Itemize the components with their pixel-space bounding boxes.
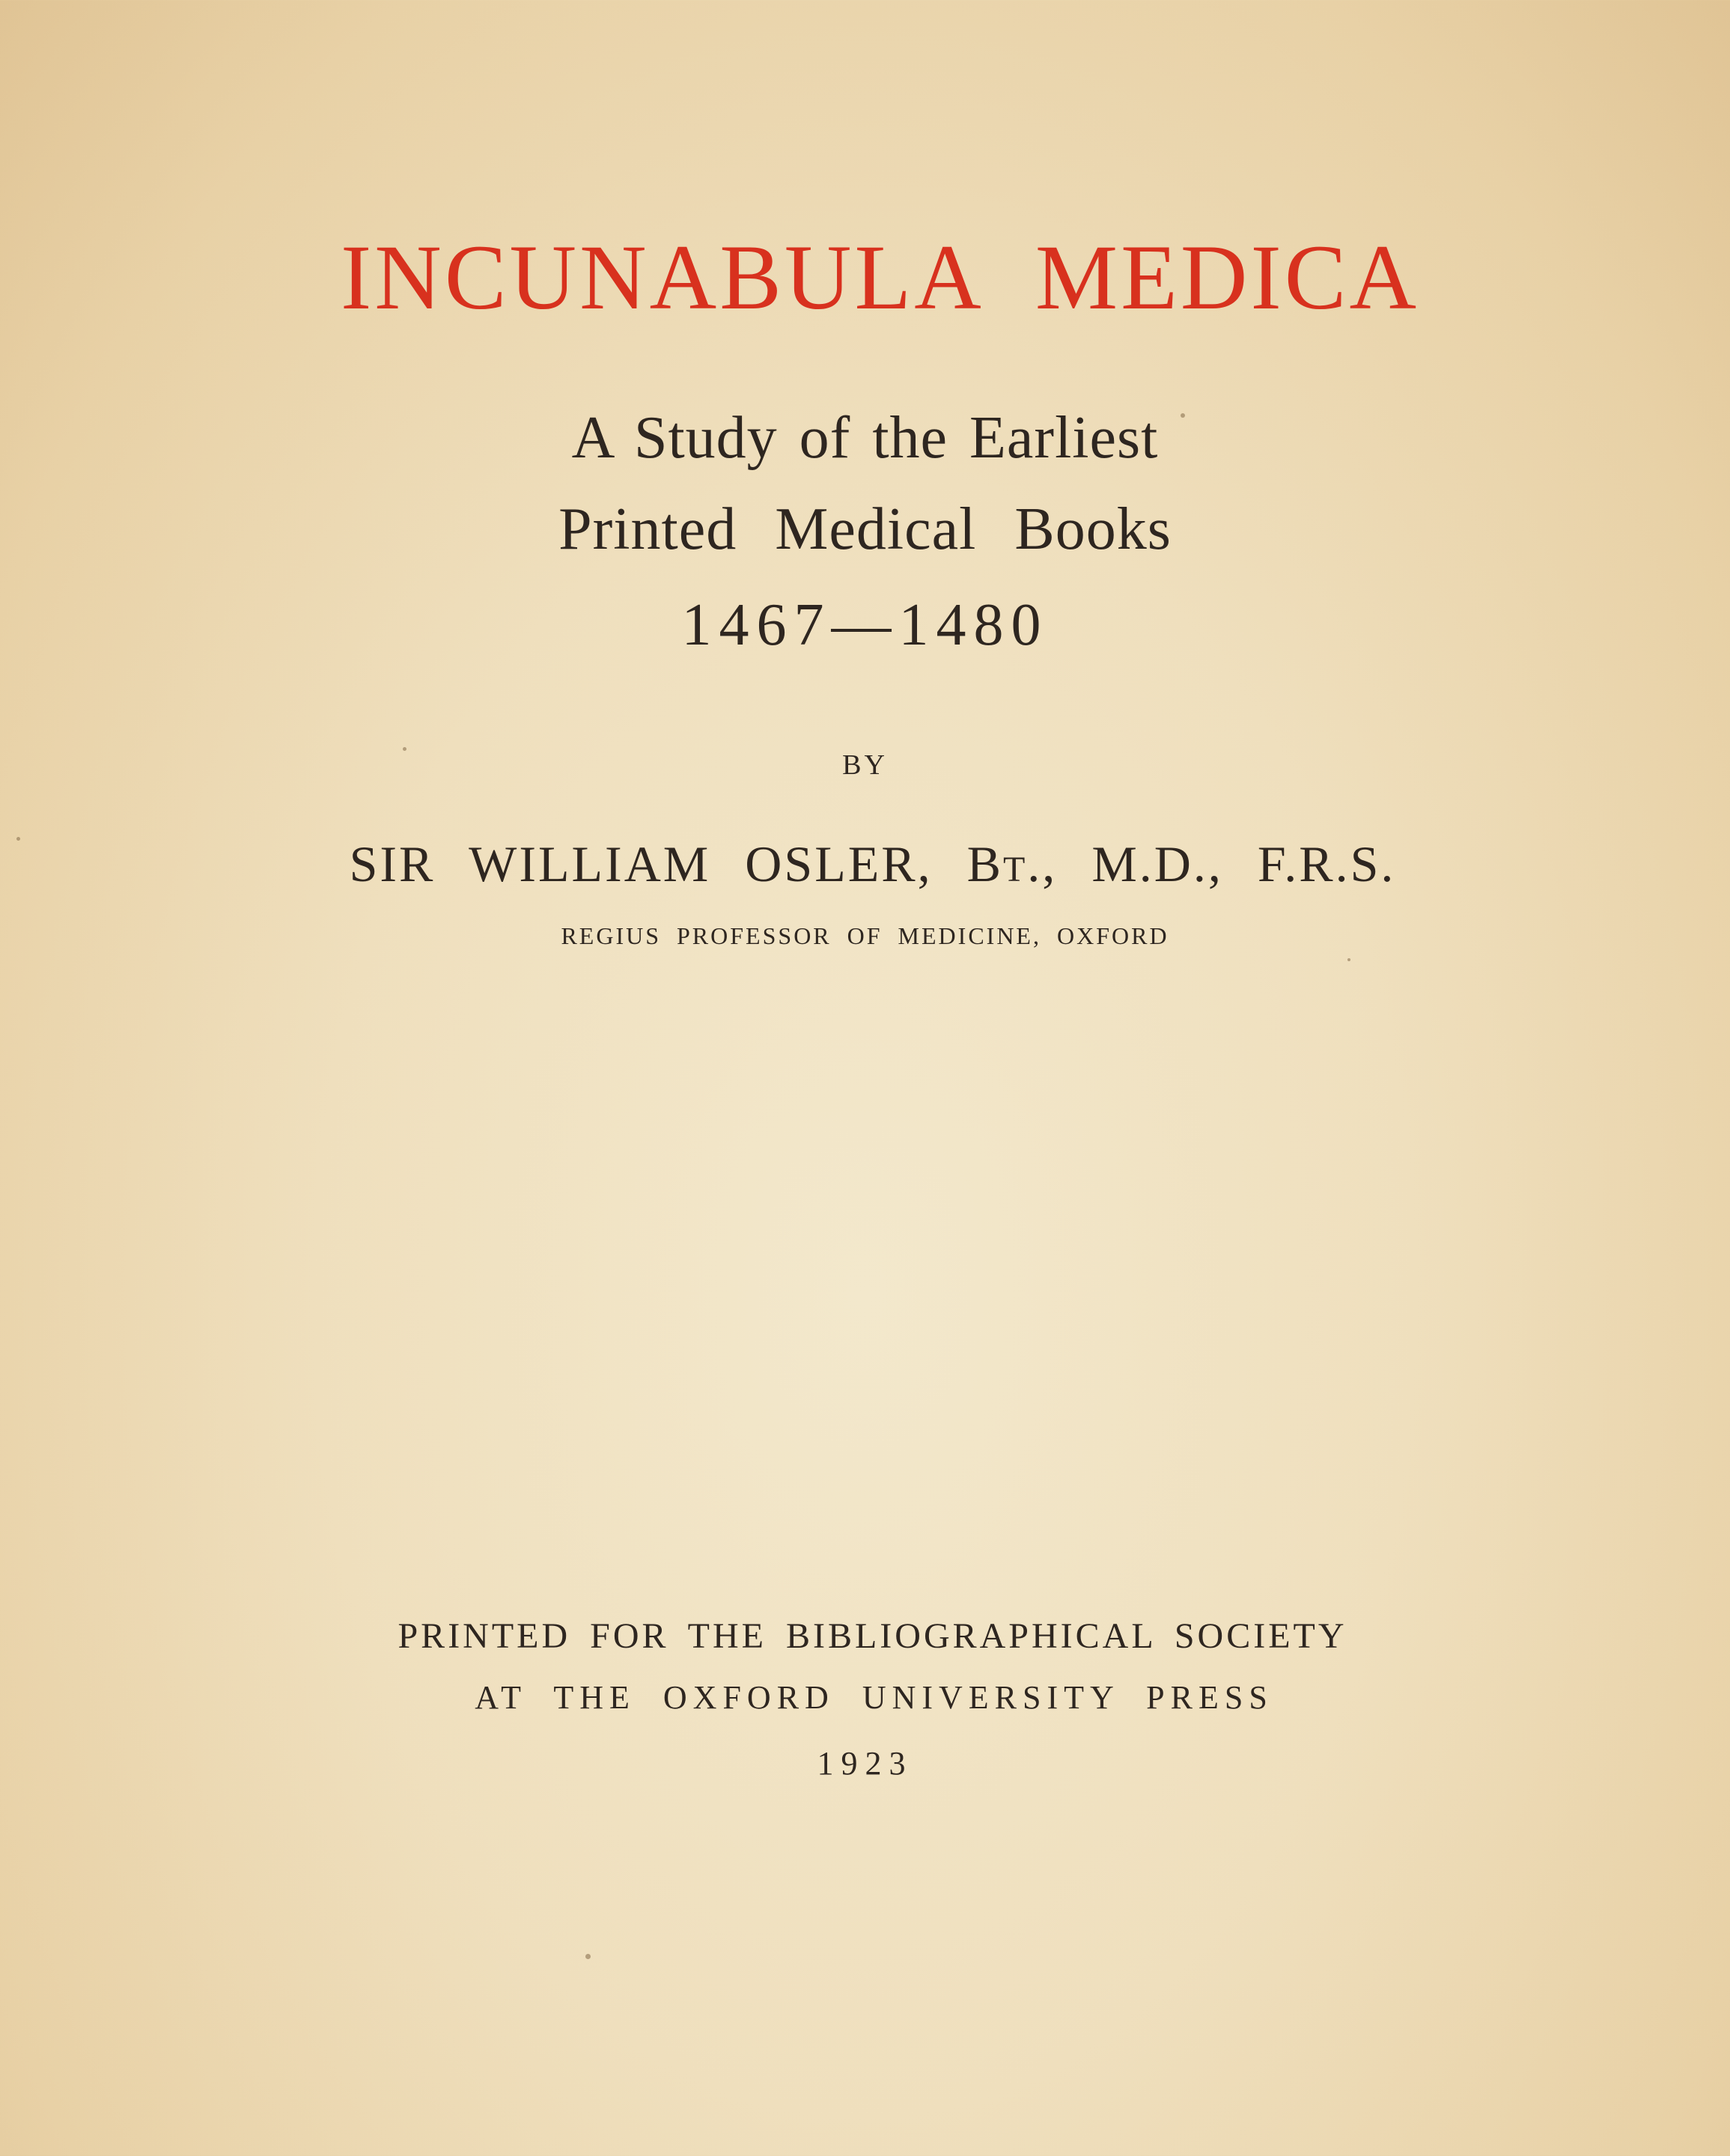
by-label: BY bbox=[842, 749, 888, 781]
author-honorific: Bt., bbox=[966, 835, 1058, 892]
subtitle-line-2: Printed Medical Books bbox=[558, 496, 1172, 562]
author-line bbox=[7, 835, 1730, 894]
subtitle-line-1: A Study of the Earliest bbox=[571, 405, 1159, 471]
paper-speck bbox=[1181, 413, 1185, 418]
date-range: 1467—1480 bbox=[681, 592, 1049, 658]
author-name: SIR WILLIAM OSLER, bbox=[349, 835, 933, 892]
publication-year: 1923 bbox=[817, 1745, 913, 1782]
book-title: INCUNABULA MEDICA bbox=[341, 226, 1419, 329]
paper-speck bbox=[585, 1954, 591, 1959]
paper-speck bbox=[16, 837, 20, 841]
author-affiliation: REGIUS PROFESSOR OF MEDICINE, OXFORD bbox=[561, 922, 1169, 949]
imprint-line-1: PRINTED FOR THE BIBLIOGRAPHICAL SOCIETY bbox=[398, 1616, 1347, 1656]
paper-speck bbox=[1347, 958, 1350, 961]
author-degrees: M.D., F.R.S. bbox=[1091, 835, 1396, 892]
paper-speck bbox=[403, 747, 406, 751]
imprint-line-2: AT THE OXFORD UNIVERSITY PRESS bbox=[475, 1679, 1273, 1716]
